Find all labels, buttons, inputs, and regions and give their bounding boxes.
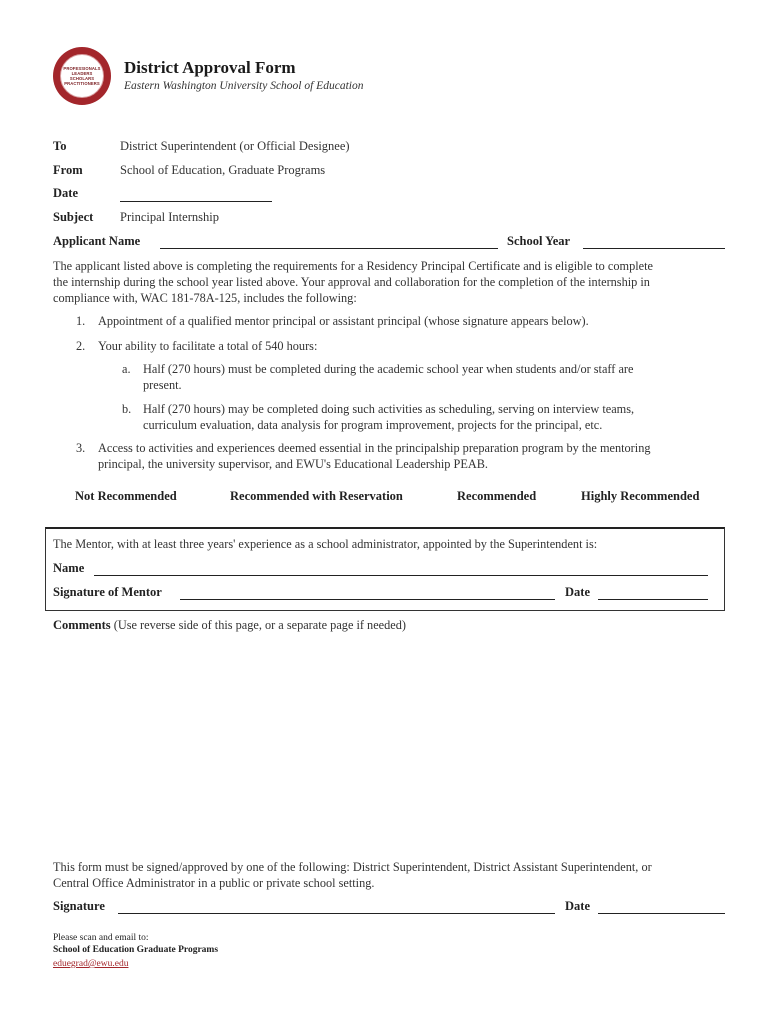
school-year-label: School Year [507,234,571,248]
subitem-text: Half (270 hours) may be completed doing such activities as scheduling, serving on interview teams, [143,402,635,416]
form-subtitle: Eastern Washington University School of Education [124,80,364,92]
seal-line: PROFESSIONALS [63,66,101,71]
option-recommended[interactable]: Recommended [457,489,537,503]
intro-line: compliance with, WAC 181-78A-125, includes the following: [53,291,357,305]
item-text: Your ability to facilitate a total of 540 hours: [98,339,318,353]
subject-label: Subject [53,210,94,224]
subitem-text: Half (270 hours) must be completed during the academic school year when students and/or staff are [143,362,634,376]
school-year-field[interactable] [583,248,725,249]
signature-label: Signature [53,899,105,913]
to-value: District Superintendent (or Official Designee) [120,139,350,153]
form-title: District Approval Form [124,58,296,77]
seal-line: LEADERS [71,71,93,76]
item-number: 2. [76,339,86,353]
option-recommended-with-reservation[interactable]: Recommended with Reservation [230,489,403,503]
email-link[interactable]: eduegrad@ewu.edu [53,959,129,969]
mentor-signature-label: Signature of Mentor [53,585,162,599]
subject-value: Principal Internship [120,210,219,224]
option-highly-recommended[interactable]: Highly Recommended [581,489,700,503]
subitem-text: present. [143,378,182,392]
mentor-intro: The Mentor, with at least three years' experience as a school administrator, appointed by the Superintendent is: [53,537,598,551]
item-number: 3. [76,441,86,455]
comments-label: Comments [53,618,111,632]
subitem-text: curriculum evaluation, data analysis for program improvement, projects for the principal, etc. [143,418,603,432]
from-label: From [53,163,83,177]
instructions-text: Please scan and email to: [53,933,149,943]
intro-line: the internship during the school year listed above. Your approval and collaboration for the completion of the internship in [53,275,650,289]
signature-date-field[interactable] [598,913,725,914]
item-text: Access to activities and experiences deemed essential in the principalship preparation program by the mentoring [98,441,651,455]
to-label: To [53,139,67,153]
mentor-signature-field[interactable] [180,599,555,600]
seal-line: SCHOLARS [69,76,95,81]
from-value: School of Education, Graduate Programs [120,163,326,177]
signature-date-label: Date [565,899,590,913]
signature-field[interactable] [118,913,555,914]
applicant-name-field[interactable] [160,248,498,249]
mentor-name-label: Name [53,561,85,575]
mentor-name-field[interactable] [94,575,708,576]
seal-line: PRACTITIONERS [64,81,100,86]
subitem-letter: a. [122,362,131,376]
comments-row [53,618,406,633]
item-text: Appointment of a qualified mentor principal or assistant principal (whose signature appears below). [98,314,589,328]
applicant-name-label: Applicant Name [53,234,141,248]
option-not-recommended[interactable]: Not Recommended [75,489,177,503]
date-label: Date [53,186,78,200]
intro-line: The applicant listed above is completing the requirements for a Residency Principal Certificate and is eligible to complete [53,259,653,273]
office-name: School of Education Graduate Programs [53,945,219,955]
date-field[interactable] [120,201,272,202]
ewu-seal-logo [53,47,111,105]
mentor-date-field[interactable] [598,599,708,600]
item-text: principal, the university supervisor, and EWU's Educational Leadership PEAB. [98,457,489,471]
comments-area[interactable] [53,640,725,845]
footer-note-line: Central Office Administrator in a public or private school setting. [53,876,375,890]
comments-note: (Use reverse side of this page, or a separate page if needed) [113,618,406,632]
mentor-date-label: Date [565,585,590,599]
seal-center [60,54,104,98]
footer-note-line: This form must be signed/approved by one of the following: District Superintendent, District Assistant Superintendent, or [53,860,652,874]
item-number: 1. [76,314,86,328]
subitem-letter: b. [122,402,132,416]
